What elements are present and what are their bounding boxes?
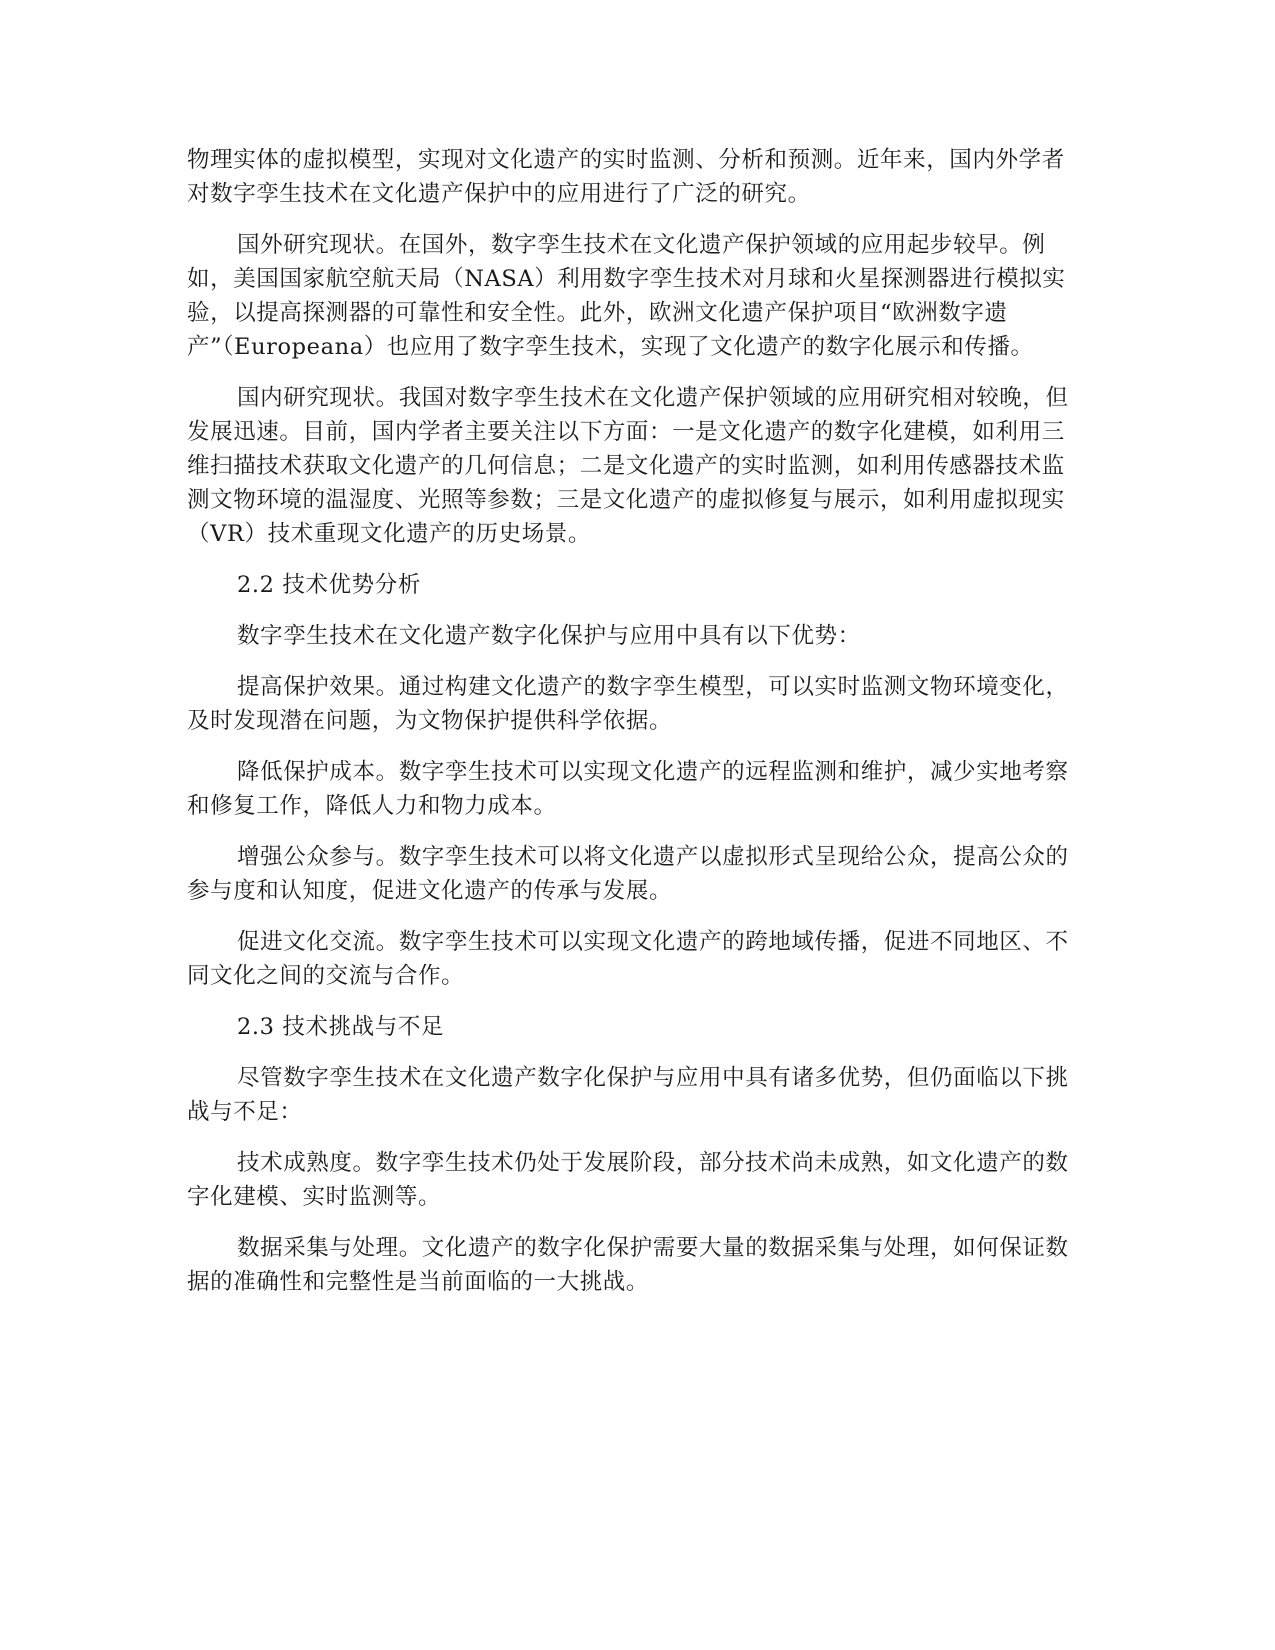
paragraph-challenges-intro: 尽管数字孪生技术在文化遗产数字化保护与应用中具有诸多优势，但仍面临以下挑战与不足：: [187, 1065, 1069, 1125]
paragraph-intro-continued: 物理实体的虚拟模型，实现对文化遗产的实时监测、分析和预测。近年来，国内外学者对数字孪生技术在文化遗产保护中的应用进行了广泛的研究。: [187, 147, 1065, 207]
section-heading-2-3: 2.3 技术挑战与不足: [237, 1014, 445, 1040]
document-body: [187, 143, 1077, 1316]
paragraph-challenge-maturity: 技术成熟度。数字孪生技术仍处于发展阶段，部分技术尚未成熟，如文化遗产的数字化建模、实时监测等。: [187, 1150, 1069, 1210]
paragraph-advantage-cost: 降低保护成本。数字孪生技术可以实现文化遗产的远程监测和维护，减少实地考察和修复工作，降低人力和物力成本。: [187, 759, 1069, 819]
paragraph-advantage-public: 增强公众参与。数字孪生技术可以将文化遗产以虚拟形式呈现给公众，提高公众的参与度和认知度，促进文化遗产的传承与发展。: [187, 844, 1069, 904]
paragraph-advantage-exchange: 促进文化交流。数字孪生技术可以实现文化遗产的跨地域传播，促进不同地区、不同文化之间的交流与合作。: [187, 929, 1069, 989]
paragraph-challenge-data: 数据采集与处理。文化遗产的数字化保护需要大量的数据采集与处理，如何保证数据的准确性和完整性是当前面临的一大挑战。: [187, 1235, 1069, 1295]
paragraph-advantages-intro: 数字孪生技术在文化遗产数字化保护与应用中具有以下优势：: [237, 623, 861, 649]
paragraph-domestic-research: 国内研究现状。我国对数字孪生技术在文化遗产保护领域的应用研究相对较晚，但发展迅速。目前，国内学者主要关注以下方面：一是文化遗产的数字化建模，如利用三维扫描技术获取文化遗产的几何信息；二是文化遗产的实时监测，如利用传感器技术监测文物环境的温湿度、光照等参数；三是文化遗产的虚拟修复与展示，如利用虚拟现实（VR）技术重现文化遗产的历史场景。: [187, 385, 1069, 547]
paragraph-advantage-protection: 提高保护效果。通过构建文化遗产的数字孪生模型，可以实时监测文物环境变化，及时发现潜在问题，为文物保护提供科学依据。: [187, 674, 1069, 734]
paragraph-foreign-research: 国外研究现状。在国外，数字孪生技术在文化遗产保护领域的应用起步较早。例如，美国国家航空航天局（NASA）利用数字孪生技术对月球和火星探测器进行模拟实验，以提高探测器的可靠性和安全性。此外，欧洲文化遗产保护项目“欧洲数字遗产”（Europeana）也应用了数字孪生技术，实现了文化遗产的数字化展示和传播。: [187, 232, 1066, 360]
section-heading-2-2: 2.2 技术优势分析: [237, 572, 421, 598]
